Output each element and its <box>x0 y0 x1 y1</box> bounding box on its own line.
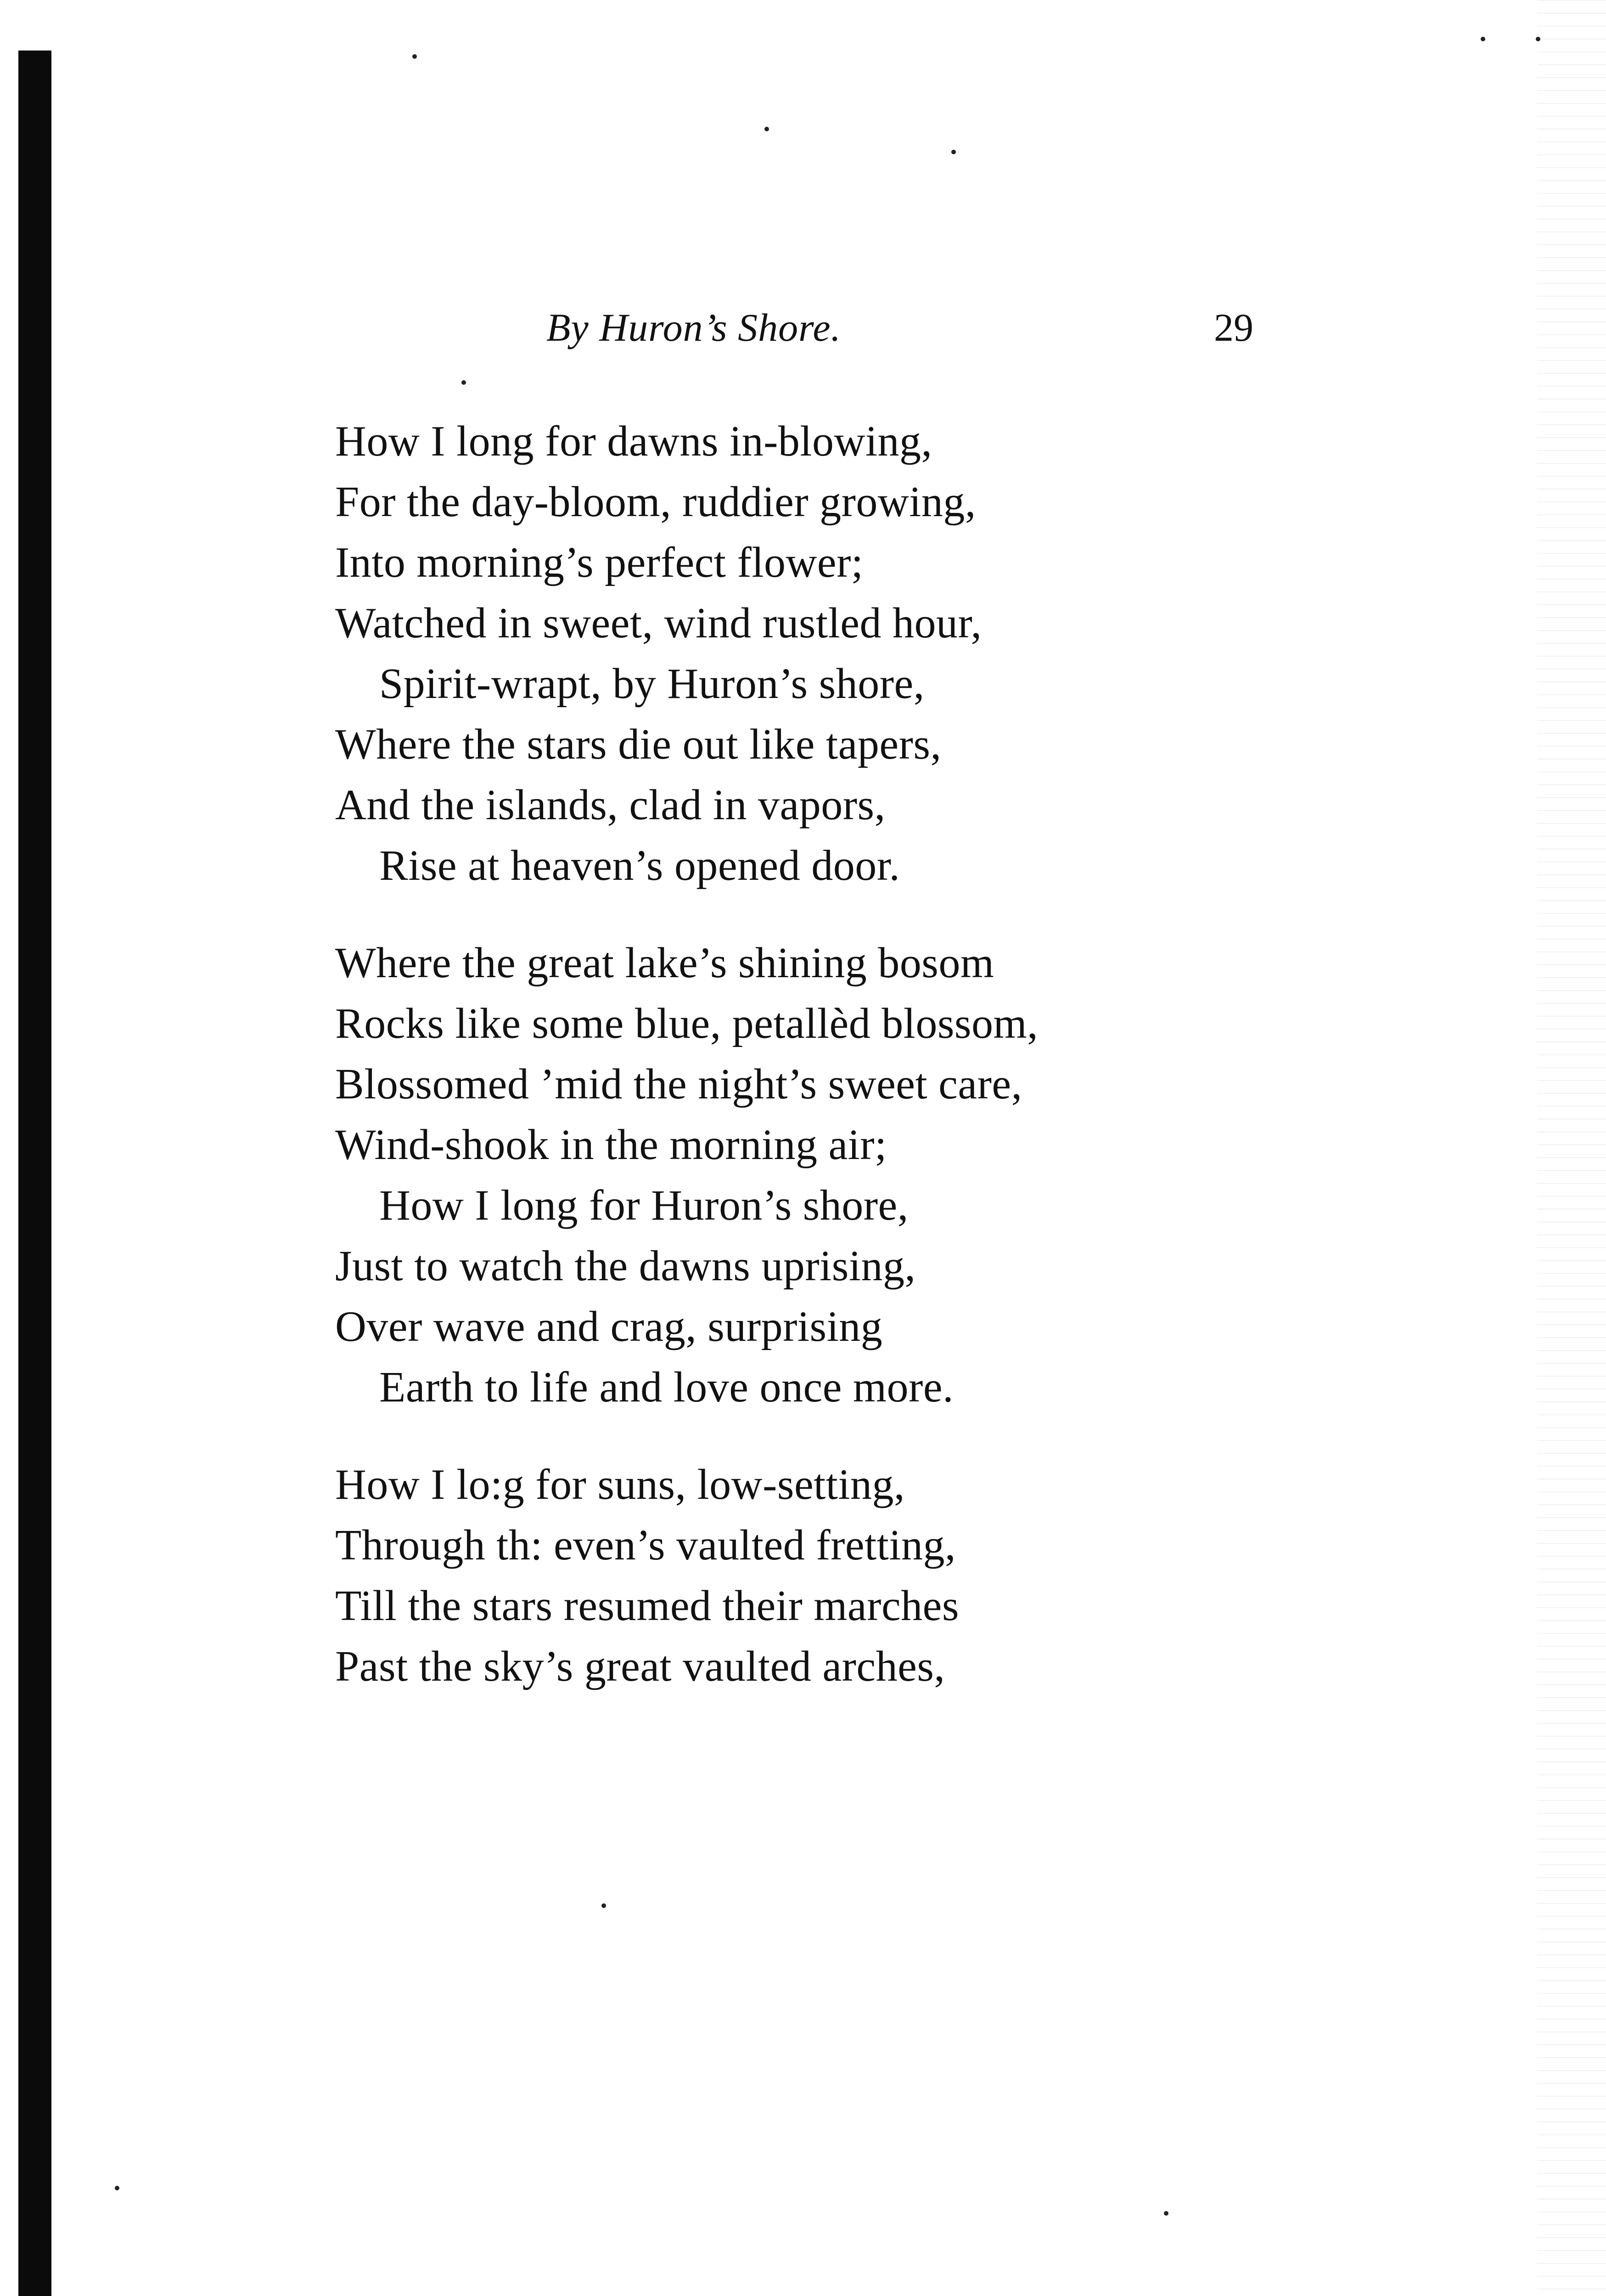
running-title: By Huron’s Shore. <box>546 305 842 349</box>
poem-line: Over wave and crag, surprising <box>335 1303 883 1351</box>
binding-edge <box>18 51 51 2296</box>
poem-line: Where the stars die out like tapers, <box>335 720 942 768</box>
poem-line: Watched in sweet, wind rustled hour, <box>335 599 982 647</box>
print-speck <box>601 1903 606 1908</box>
poem <box>335 411 1345 1733</box>
stanza-3 <box>335 1454 1345 1697</box>
print-speck <box>951 150 956 154</box>
poem-line: Through th: even’s vaulted fretting, <box>335 1521 956 1569</box>
poem-line: Spirit-wrapt, by Huron’s shore, <box>379 660 925 708</box>
poem-line: Rise at heaven’s opened door. <box>379 842 900 889</box>
poem-line: Till the stars resumed their marches <box>335 1582 959 1630</box>
print-speck <box>1164 2211 1168 2216</box>
print-speck <box>1481 37 1485 41</box>
poem-line: Into morning’s perfect flower; <box>335 539 864 586</box>
poem-line: How I long for dawns in-blowing, <box>335 417 932 465</box>
print-speck <box>412 54 417 59</box>
poem-line: Blossomed ’mid the night’s sweet care, <box>335 1060 1022 1108</box>
poem-line: Wind-shook in the morning air; <box>335 1121 887 1169</box>
stanza-1 <box>335 411 1345 896</box>
print-speck <box>1536 37 1540 41</box>
page-number: 29 <box>1214 305 1253 349</box>
poem-line: Earth to life and love once more. <box>379 1363 954 1411</box>
poem-line: How I lo:g for suns, low-setting, <box>335 1461 905 1508</box>
poem-line: Just to watch the dawns uprising, <box>335 1242 916 1290</box>
poem-line: Rocks like some blue, petallèd blossom, <box>335 1000 1039 1047</box>
print-speck <box>115 2186 119 2190</box>
poem-line: Where the great lake’s shining bosom <box>335 939 994 987</box>
poem-line: Past the sky’s great vaulted arches, <box>335 1643 945 1690</box>
print-speck <box>461 380 466 385</box>
poem-line: And the islands, clad in vapors, <box>335 781 886 829</box>
poem-line: For the day-bloom, ruddier growing, <box>335 478 976 526</box>
print-speck <box>764 127 769 131</box>
page-edge-speckle <box>1537 0 1606 2296</box>
stanza-2 <box>335 933 1345 1418</box>
poem-line: How I long for Huron’s shore, <box>379 1182 909 1229</box>
